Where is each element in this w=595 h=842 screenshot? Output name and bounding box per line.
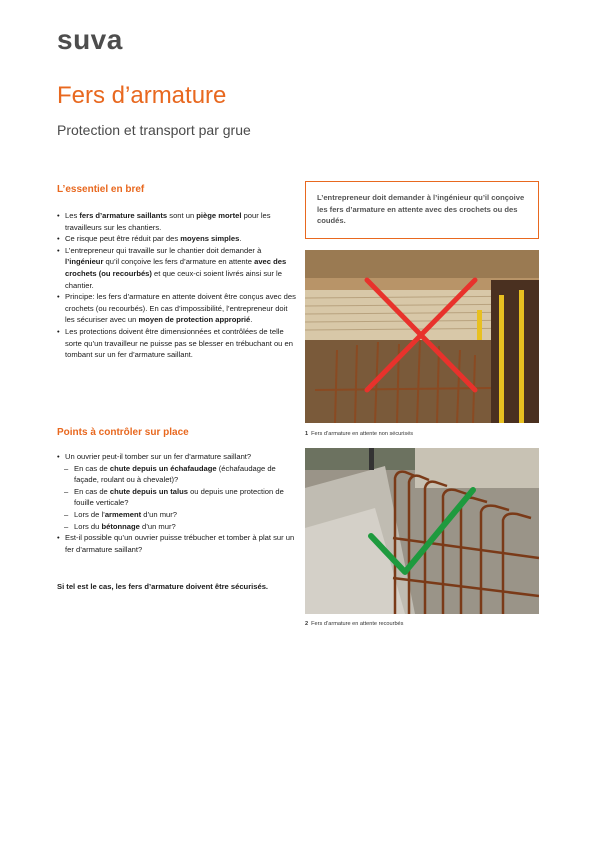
closing-statement: Si tel est le cas, les fers d’armature doivent être sécurisés. — [57, 582, 269, 591]
summary-item-run: Ce risque peut être réduit par des — [65, 234, 181, 244]
summary-item-run: fers d’armature saillants — [79, 211, 168, 220]
summary-item-run: sont un — [167, 211, 197, 220]
summary-item-run: Les — [65, 211, 80, 220]
check-item — [57, 532, 297, 555]
summary-item-run: moyen de protection approprié — [138, 315, 251, 325]
figure-1-number: 1 — [305, 431, 309, 437]
section-heading-summary: L’essentiel en bref — [57, 184, 145, 195]
summary-item-run: piège mortel — [196, 211, 242, 220]
summary-item — [57, 291, 297, 326]
summary-list — [57, 210, 297, 361]
check-item-run: ou depuis une protection de fouille verticale? — [74, 486, 284, 508]
callout-box: L’entrepreneur doit demander à l’ingénieur qu’il conçoive les fers d’armature en attente avec des crochets ou des coudés. — [305, 181, 539, 239]
summary-item-run: . — [250, 315, 253, 325]
check-item-run: En cas de — [74, 463, 110, 473]
check-subitem — [57, 463, 297, 486]
summary-item-run: . — [239, 234, 242, 244]
summary-item-run: Principe: les fers d’armature en attente doivent être conçus avec des crochets (ou recourbés). En cas d’impossibilité, l’entrepreneur doit les sécuriser avec un — [65, 292, 296, 325]
check-item-run: Lors de l’ — [74, 509, 105, 519]
check-subitem — [57, 521, 297, 533]
check-item-run: Lors du — [74, 521, 102, 531]
summary-item-run: qu’il conçoive les fers d’armature en attente — [103, 257, 255, 267]
check-item-run: Est-il possible qu’un ouvrier puisse trébucher et tomber à plat sur un fer d’armature saillant? — [65, 533, 295, 554]
page-subtitle: Protection et transport par grue — [57, 122, 251, 138]
summary-item — [57, 326, 297, 361]
check-item-run: d’un mur? — [139, 521, 176, 531]
check-subitem — [57, 509, 297, 521]
figure-2-text: Fers d’armature en attente recourbés — [311, 621, 404, 627]
summary-item-run: L’entrepreneur qui travaille sur le chantier doit demander à — [65, 245, 262, 255]
summary-item — [57, 233, 297, 245]
check-item-run: (échafaudage de façade, roulant ou à chevalet)? — [74, 463, 276, 485]
check-item-run: En cas de — [74, 486, 110, 496]
check-item — [57, 451, 297, 463]
check-subitem — [57, 486, 297, 509]
summary-item — [57, 245, 297, 291]
check-item-run: armement — [104, 509, 142, 519]
section-heading-checks: Points à contrôler sur place — [57, 427, 189, 438]
figure-1-text: Fers d’armature en attente non sécurisés — [311, 431, 414, 437]
check-item-run: chute depuis un talus — [109, 486, 188, 496]
check-item-run: chute depuis un échafaudage — [109, 463, 217, 473]
photo-unsecured-rebars — [305, 250, 539, 423]
summary-item-run: Les protections doivent être dimensionnées et contrôlées de telle sorte qu’un travailleur ne puisse pas se blesser en trébuchant ou en tombant sur un fer d’armature saillant. — [65, 326, 293, 360]
summary-item-run: et que ceux-ci soient livrés ainsi sur le chantier. — [65, 268, 282, 290]
summary-item-run: moyens simples — [180, 234, 240, 244]
summary-item-run: l’ingénieur — [65, 257, 104, 267]
summary-item — [57, 210, 297, 233]
summary-item-run: avec des crochets (ou recourbés) — [65, 257, 287, 278]
figure-2-number: 2 — [305, 621, 309, 627]
figure-1-caption — [305, 431, 413, 437]
check-item-run: d’un mur? — [141, 509, 178, 519]
summary-item-run: pour les travailleurs sur les chantiers. — [65, 211, 271, 232]
suva-logo: suva — [57, 24, 123, 55]
page-title: Fers d’armature — [57, 82, 227, 109]
checks-list — [57, 451, 297, 555]
figure-2-caption — [305, 621, 403, 627]
photo-bent-rebars — [305, 448, 539, 614]
check-item-run: Un ouvrier peut-il tomber sur un fer d’armature saillant? — [65, 452, 252, 461]
check-item-run: bétonnage — [101, 521, 140, 531]
